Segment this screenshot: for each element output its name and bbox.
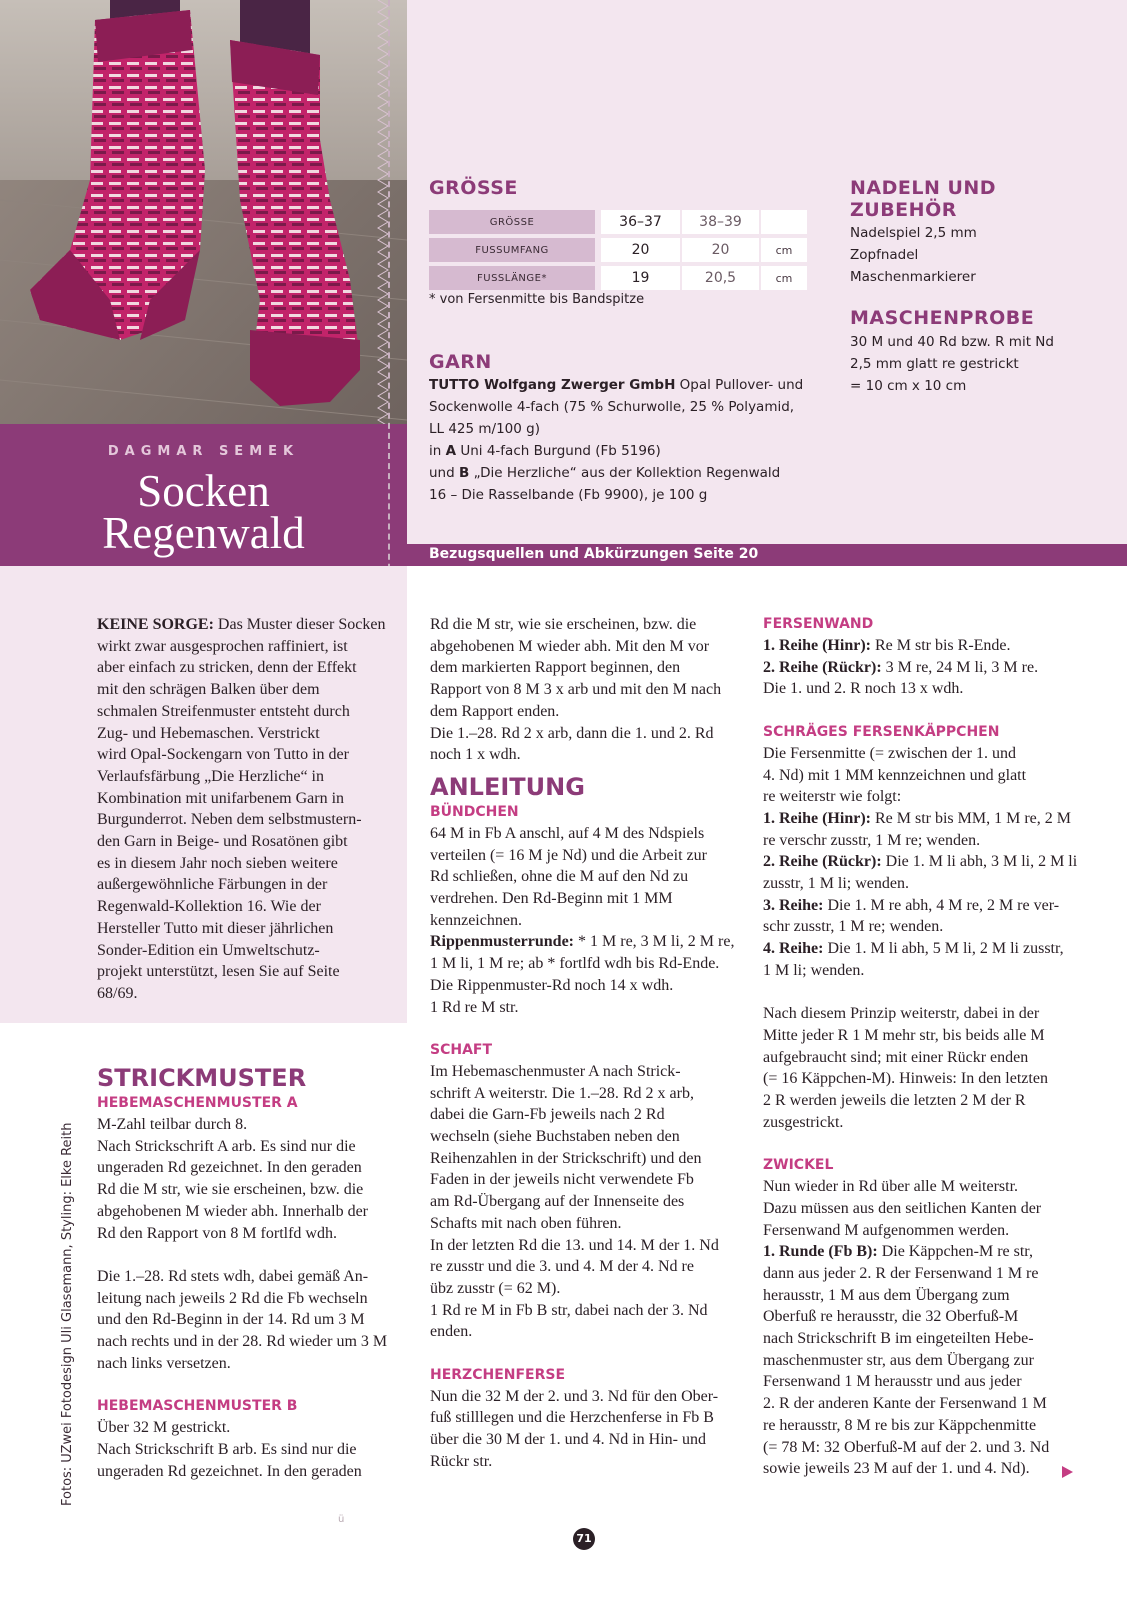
table-cell: 38–39 [680,210,759,234]
sock-photo [0,0,407,424]
size-footnote: * von Fersenmitte bis Bandspitze [429,292,645,307]
needles-list [850,222,977,288]
list-item: Nadelspiel 2,5 mm [850,225,977,241]
intro-text: KEINE SORGE: Das Muster dieser Socken wirkt zwar ausgesprochen raffiniert, ist aber einfach zu stricken, denn der Effekt mit den schrägen Balken über dem schmalen Streifenmuster entsteht durch Zug- und Hebemaschen. Verstrickt wird Opal-Sockengarn von Tutto in der Verlaufsfärbung „Die Herzliche“ in Kombination mit unifarbenem Garn in Burgunderrot. Neben dem selbstmustern- den Garn in Beige- und Rosatönen gibt es in diesem Jahr noch sieben weitere außergewöhnliche Färbungen in der Regenwald-Kollektion 16. Wie der Hersteller Tutto mit dieser jährlichen Sonder-Edition ein Umweltschutz- projekt unterstützt, lesen Sie auf Seite 68/69. [97,616,386,1002]
list-item: Zopfnadel [850,247,919,263]
table-cell: 20,5 [680,266,759,290]
photo-credit: Fotos: UZwei Fotodesign Uli Glasemann, Styling: Elke Reith [60,1122,75,1506]
reference-bar [407,544,1127,566]
subheading-fersenkaeppchen: SCHRÄGES FERSENKÄPPCHEN [763,723,1000,740]
table-unit: cm [759,266,807,290]
page-title-line-1: Socken [137,466,270,516]
author-name: DAGMAR SEMEK [107,444,300,459]
title-panel [0,424,407,566]
yarn-heading: GARN [429,351,492,373]
table-cell: 20 [680,238,759,262]
subheading-fersenwand: FERSENWAND [763,616,874,632]
table-label: GRÖSSE [429,210,595,234]
page-number: 71 [573,1528,595,1550]
subheading-buendchen: BÜNDCHEN [430,803,519,820]
table-unit [759,210,807,234]
table-cell: 20 [601,238,680,262]
subheading-zwickel: ZWICKEL [763,1157,834,1174]
table-cell: 19 [601,266,680,290]
size-table [429,206,807,294]
table-row [429,238,807,262]
subheading-hebemaschen-b: HEBEMASCHENMUSTER B [97,1398,298,1415]
column-3: FERSENWAND 1. Reihe (Hinr): Re M str bis R-Ende. 2. Reihe (Rückr): 3 M re, 24 M li, 3 M re. Die 1. und 2. R noch 13 x wdh. SCHRÄGES FERSENKÄPPCHEN Die Fersenmitte (= zwischen der 1. und 4. Nd) mit 1 MM kennzeichnen und glatt re weiterstr wie folgt: 1. Reihe (Hinr): Re M str bis MM, 1 M re, 2 M re verschr zusstr, 1 M re; wenden. 2. Reihe (Rückr): Die 1. M li abh, 3 M li, 2 M li zusstr, 1 M li; wenden. 3. Reihe: Die 1. M re abh, 4 M re, 2 M re ver- schr zusstr, 1 M re; wenden. 4. Reihe: Die 1. M li abh, 5 M li, 2 M li zusstr, 1 M li; wenden. Nach diesem Prinzip weiterstr, dabei in der Mitte jeder R 1 M mehr str, bis beids alle M aufgebraucht sind; mit einer Rückr enden (= 16 Käppchen-M). Hinweis: In den letzten 2 R werden jeweils die letzten 2 M der R zusgestrickt. ZWICKEL Nun wieder in Rd über alle M weiterstr. Dazu müssen aus den seitlichen Kanten der Fersenwand M aufgenommen werden. 1. Runde (Fb B): Die Käppchen-M re str, dann aus jeder 2. R der Fersenwand 1 M re herausstr, 1 M aus dem Übergang zum Oberfuß re herausstr, die 32 Oberfuß-M nach Strickschrift B im eingeteilten Hebe- maschenmuster str, aus dem Übergang zur Fersenwand 1 M herausstr und aus jeder 2. R der anderen Kante der Fersenwand 1 M re herausstr, 8 M re bis zur Käppchenmitte (= 78 M: 32 Oberfuß-M auf der 2. und 3. Nd sowie jeweils 23 M auf der 1. und 4. Nd). [763,614,1083,1480]
sock-illustration [0,0,407,424]
subheading-schaft: SCHAFT [430,1041,493,1058]
page-title-line-2: Regenwald [102,508,305,558]
list-item: Maschenmarkierer [850,269,976,285]
table-row [429,266,807,290]
table-cell: 36–37 [601,210,680,234]
size-heading: GRÖSSE [429,177,518,199]
table-unit: cm [759,238,807,262]
intro-lead: KEINE SORGE: [97,616,214,633]
reference-text: Bezugsquellen und Abkürzungen Seite 20 [429,546,759,562]
footer-mark: ü [338,1514,345,1525]
subheading-hebemaschen-a: HEBEMASCHENMUSTER A [97,1095,298,1111]
column-2: Rd die M str, wie sie erscheinen, bzw. die abgehobenen M wieder abh. Mit den M vor dem markierten Rapport beginnen, den Rapport von 8 M 3 x arb und mit den M nach dem Rapport enden. Die 1.–28. Rd 2 x arb, dann die 1. und 2. Rd noch 1 x wdh. ANLEITUNG BÜNDCHEN 64 M in Fb A anschl, auf 4 M des Ndspiels verteilen (= 16 M je Nd) und die Arbeit zur Rd schließen, ohne die M auf den Nd zu verdrehen. Den Rd-Beginn mit 1 MM kennzeichnen. Rippenmusterrunde: * 1 M re, 3 M li, 2 M re, 1 M li, 1 M re; ab * fortlfd wdh bis Rd-Ende. Die Rippenmuster-Rd noch 14 x wdh. 1 Rd re M str. SCHAFT Im Hebemaschenmuster A nach Strick- schrift A weiterstr. Die 1.–28. Rd 2 x arb, dabei die Garn-Fb jeweils nach 2 Rd wechseln (siehe Buchstaben neben den Reihenzahlen in der Strickschrift) und den Faden in der jeweils nicht verwendete Fb am Rd-Übergang auf der Innenseite des Schafts mit nach oben führen. In der letzten Rd die 13. und 14. M der 1. Nd re zusstr und die 3. und 4. M der 4. Nd re übz zusstr (= 62 M). 1 Rd re M in Fb B str, dabei nach der 3. Nd enden. HERZCHENFERSE Nun die 32 M der 2. und 3. Nd für den Ober- fuß stilllegen und die Herzchenferse in Fb B über die 30 M der 1. und 4. Nd in Hin- und Rückr str. [430,614,740,1473]
needles-heading: NADELN UND ZUBEHÖR [850,177,997,221]
yarn-details: TUTTO Wolfgang Zwerger GmbH Opal Pullover- und Sockenwolle 4-fach (75 % Schurwolle, 25 % Polyamid, LL 425 m/100 g) in A Uni 4-fach Burgund (Fb 5196) und B „Die Herzliche“ aus der Kollektion Regenwald 16 – Die Rasselbande (Fb 9900), je 100 g [429,377,804,503]
column-1: STRICKMUSTER HEBEMASCHENMUSTER A M-Zahl teilbar durch 8. Nach Strickschrift A arb. Es sind nur die ungeraden Rd gezeichnet. In den geraden Rd die M str, wie sie erscheinen, bzw. die abgehobenen M wieder abh. Innerhalb der Rd den Rapport von 8 M fortlfd wdh. Die 1.–28. Rd stets wdh, dabei gemäß An- leitung nach jeweils 2 Rd die Fb wechseln und den Rd-Beginn in der 14. Rd um 3 M nach rechts und in der 28. Rd wieder um 3 M nach links versetzen. HEBEMASCHENMUSTER B Über 32 M gestrickt. Nach Strickschrift B arb. Es sind nur die ungeraden Rd gezeichnet. In den geraden [97,1063,407,1482]
table-label: FUSSLÄNGE* [429,266,595,290]
subheading-herzchenferse: HERZCHENFERSE [430,1366,566,1383]
gauge-details: 30 M und 40 Rd bzw. R mit Nd 2,5 mm glatt re gestrickt = 10 cm x 10 cm [850,334,1054,394]
section-heading-strickmuster: STRICKMUSTER [97,1064,307,1092]
table-label: FUSSUMFANG [429,238,595,262]
section-heading-anleitung: ANLEITUNG [430,772,585,801]
yarn-company: TUTTO Wolfgang Zwerger GmbH [429,377,676,393]
table-row [429,210,807,234]
gauge-heading: MASCHENPROBE [850,307,1035,329]
continue-arrow-icon [1062,1466,1073,1478]
dashed-divider [388,0,390,600]
